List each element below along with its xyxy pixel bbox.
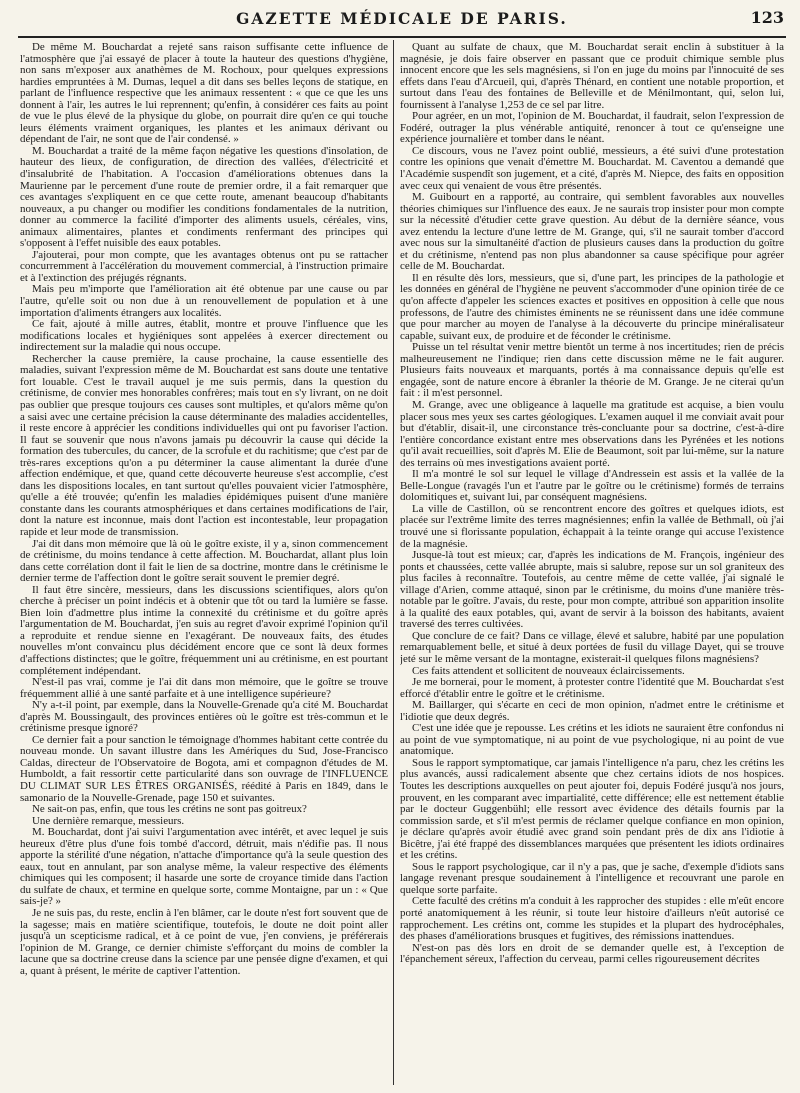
paragraph: Puisse un tel résultat venir mettre bientôt un terme à nos incertitudes; rien de précis malheureusement ne l'indique; rien dans cette discussion même ne le fait augurer. Plusieurs faits nouveaux et marquants, portés à ma connaissance depuis qu'elle est engagée, sont de nature encore à ébranler la théorie de M. Grange. Je ne citerai qu'un fait : il m'est personnel. — [400, 341, 784, 400]
paragraph: Ce fait, ajouté à mille autres, établit, montre et prouve l'influence que les modifications locales et hygiéniques sont appelées à exercer directement ou indirectement sur la maladie qui nous occupe. — [20, 318, 388, 354]
paragraph: M. Baillarger, qui s'écarte en ceci de mon opinion, n'admet entre le crétinisme et l'idiotie que deux degrés. — [400, 699, 784, 723]
paragraph: Il m'a montré le sol sur lequel le village d'Andressein est assis et la vallée de la Belle-Longue (ravagés l'un et l'autre par le goître ou le crétinisme) formés de terrains dolomitiques et, suivant lui, par conséquent magnésiens. — [400, 468, 784, 504]
running-head: GAZETTE MÉDICALE DE PARIS. — [236, 9, 568, 28]
paragraph: Jusque-là tout est mieux; car, d'après les indications de M. François, ingénieur des ponts et chaussées, cette vallée abrupte, mais si salubre, repose sur un sol graniteux des plus faciles à reconnaître. Toutefois, au centre même de cette vallée, j'ai signalé le village d'Arien, comme attaqué, sinon par le crétinisme, du moins d'une manière très-notable par le goître. J'avais, du reste, pour mon compte, attribué son apparition insolite à la qualité des eaux potables, qui, avant de servir à la boisson des habitants, avaient traversé des terres cultivées. — [400, 549, 784, 631]
paragraph: Il faut être sincère, messieurs, dans les discussions scientifiques, alors qu'on cherche à préciser un point indécis et à obtenir que tôt ou tard la lumière se fasse. Bien loin d'admettre plus intime la connexité du crétinisme et du goître après l'argumentation de M. Bouchardat, j'en suis au regret d'avoir exprimé l'opinion qu'il a reproduite et rendue sienne en l'exagérant. De nouveaux faits, des études nouvelles m'ont convaincu plus décidément encore que ce sont là deux formes d'affections distinctes; que le goître, fréquemment uni au crétinisme, en est pourtant complétement indépendant. — [20, 583, 388, 677]
paragraph: Pour agréer, en un mot, l'opinion de M. Bouchardat, il faudrait, selon l'expression de Fodéré, outrager la plus vénérable antiquité, renoncer à tout ce qu'enseigne une expérience journalière et tomber dans le néant. — [400, 110, 784, 146]
paragraph: Une dernière remarque, messieurs. — [32, 814, 185, 827]
paragraph: Sous le rapport symptomatique, car jamais l'intelligence n'a paru, chez les crétins les plus avancés, aussi radicalement absente que chez certains idiots de nos hospices. Toutes les descriptions auxquelles on peut ajouter foi, depuis Fodéré jusqu'à nos jours, prouvent, en les comparant avec impartialité, cette différence; elle est nettement établie par le docteur Guggenbühl; elle ressort avec évidence des détails fournis par la commission sarde, et s'il m'est permis de réclamer quelque confiance en mon opinion, je déclare qu'après avoir étudié avec grand soin pendant près de dix ans l'idiotie à Bicêtre, j'ai été frappé des dissemblances marquées que présentent les idiots ordinaires et les crétins. — [400, 756, 784, 862]
page-header — [18, 8, 786, 38]
paragraph: Ce discours, vous ne l'avez point oublié, messieurs, a été suivi d'une protestation contre les opinions que venait d'émettre M. Bouchardat. M. Caventou a demandé que l'Académie suspendît son jugement, et a cité, d'après M. Niepce, des faits en opposition avec ceux qui venaient de vous être présentés. — [400, 144, 784, 192]
paragraph: J'ajouterai, pour mon compte, que les avantages obtenus ont pu se rattacher concurremment à l'accélération du mouvement commercial, à l'instruction primaire et à l'extinction des préjugés régnants. — [20, 248, 388, 284]
paragraph: Ne sait-on pas, enfin, que tous les crétins ne sont pas goitreux? — [32, 803, 307, 816]
paragraph: De même M. Bouchardat a rejeté sans raison suffisante cette influence de l'atmosphère que j'ai essayé de placer à toute la hauteur des questions d'hygiène, non sans m'exposer aux anathèmes de M. Rochoux, pour quelques expressions hardies empruntées à M. Dumas, lequel a dit dans ses belles leçons de statique, en parlant de l'influence respective que les animaux ressentent : « que ce que les uns donnent à l'air, les autres le lui reprennent; qu'enfin, à considérer ces faits au point de vue le plus élevé de la physique du globe, on pourrait dire qu'en ce qui touche leurs éléments vraiment organiques, les plantes et les animaux dérivant ou dépendant de l'air, ne sont que de l'air condensé. » — [20, 42, 388, 146]
page-number: 123 — [750, 8, 784, 27]
paragraph: Je ne suis pas, du reste, enclin à l'en blâmer, car le doute n'est fort souvent que de la sagesse; mais en matière scientifique, toutefois, le doute ne doit point aller jusqu'à un scepticisme radical, et à ce point de vue, j'en conviens, je préférerais l'opinion de M. Grange, ce dernier chimiste s'efforçant du moins de combler la lacune que sa doctrine creuse dans la science par une pensée digne d'examen, et qui a, quant à présent, le mérite de captiver l'attention. — [20, 907, 388, 977]
paragraph: Mais peu m'importe que l'amélioration ait été obtenue par une cause ou par l'autre, qu'elle soit ou non due à un renouvellement de population et à une importation d'aliments étrangers aux localités. — [20, 283, 388, 319]
paragraph: Quant au sulfate de chaux, que M. Bouchardat serait enclin à substituer à la magnésie, je dois faire observer en passant que ce produit chimique semble plus innocent encore que les sels magnésiens, si l'on en juge du moins par l'innocuité de ses effets dans l'eau d'Arcueil, qui, d'après Thénard, en contient une notable proportion, et surtout dans l'eau des fontaines de Belleville et de Ménilmontant, qui, selon lui, fournissent à l'analyse 1,253 de ce sel par litre. — [400, 42, 784, 111]
paragraph: Rechercher la cause première, la cause prochaine, la cause essentielle des maladies, suivant l'expression même de M. Bouchardat est sans doute une tentative fort louable. C'est le travail auquel je me suis permis, dans la question du crétinisme, de convier mes honorables confrères; mais tout en s'y livrant, on ne doit pas oublier que presque toujours ces causes sont multiples, et qu'alors même qu'on a saisi avec une certaine précision la cause déterminante des maladies accidentelles, il reste encore à apprécier les conditions individuelles qui ont pu favoriser l'action. Il faut se souvenir que nous n'avons jamais pu découvrir la cause qui décide la formation des tubercules, du cancer, de la scrofule et du rachitisme; que c'est par de très-rares exceptions qu'on a pu déterminer la cause alimentant la durée d'une affection endémique, et que, quand cette découverte heureuse s'est accomplie, c'est dans les dispositions locales, en tant surtout qu'elles pouvaient vicier l'atmosphère, qu'elle a été trouvée; qu'enfin les maladies épidémiques puisent d'une manière constante dans les courants atmosphériques et dans certaines modifications de l'air, dont la nature est inconnue, mais dont l'action est incontestable, leur propagation rapide et leur mode de transmission. — [20, 352, 388, 538]
paragraph: N'est-on pas dès lors en droit de se demander quelle est, à l'exception de l'épanchement séreux, l'affection du cerveau, parmi celles rigoureusement décrites — [400, 941, 784, 966]
paragraph: C'est une idée que je repousse. Les crétins et les idiots ne sauraient être confondus ni au point de vue symptomatique, ni au point de vue psychologique, ni au point de vue anatomique. — [400, 722, 784, 758]
paragraph: M. Bouchardat a traité de la même façon négative les questions d'insolation, de hauteur des lieux, de configuration, de direction des vallées, d'électricité et d'insalubrité de l'habitation. A l'occasion d'améliorations obtenues dans la Maurienne par le percement d'une route de premier ordre, il a fait remarquer que ces avantages s'expliquent en ce que cette route, amenant beaucoup d'habitants nouveaux, a pu changer ou modifier les conditions fondamentales de la nutrition, donner au commerce la facilité d'importer des aliments usuels, céréales, vins, animaux alimentaires, plantes et condiments renfermant des principes qui s'opposent à l'effet nuisible des eaux potables. — [20, 144, 388, 250]
paragraph: Ces faits attendent et sollicitent de nouveaux éclaircissements. — [412, 664, 685, 677]
paragraph: M. Grange, avec une obligeance à laquelle ma gratitude est acquise, a bien voulu placer sous mes yeux ses cartes géologiques. L'examen auquel il me conviait avait pour but d'établir, disait-il, une circonstance très-concluante pour sa doctrine, c'est-à-dire l'entière concordance existant entre mes observations dans les Pyrénées et les notions qu'il avait recueillies, soit d'après M. Elie de Beaumont, soit par lui-même, sur la nature des terrains où mes investigations avaient porté. — [400, 398, 784, 469]
paragraph: N'y a-t-il point, par exemple, dans la Nouvelle-Grenade qu'a cité M. Bouchardat d'après M. Boussingault, des provinces entières où le goître est très-commun et le crétinisme presque ignoré? — [20, 699, 388, 735]
left-column — [20, 42, 388, 1085]
paragraph: Sous le rapport psychologique, car il n'y a pas, que je sache, d'exemple d'idiots sans langage revenant presque soudainement à l'intelligence et recouvrant une parole en quelque sorte parfaite. — [400, 860, 784, 896]
paragraph: M. Bouchardat, dont j'ai suivi l'argumentation avec intérêt, et avec lequel je suis heureux d'être plus d'une fois tombé d'accord, détruit, mais n'édifie pas. Il nous apporte la stérilité d'une négation, n'attache d'importance qu'à la seule question des eaux, tout en annulant, par son analyse même, la valeur respective des éléments chimiques qui les composent; il hasarde une sorte de croyance timide dans l'action du sulfate de chaux, et termine en quelque sorte, comme Montaigne, par un : « Que sais-je? » — [20, 826, 388, 908]
paragraph: N'est-il pas vrai, comme je l'ai dit dans mon mémoire, que le goître se trouve fréquemment allié à une santé parfaite et à une intelligence supérieure? — [20, 676, 388, 700]
paragraph: Cette faculté des crétins m'a conduit à les rapprocher des stupides : elle m'eût encore porté anatomiquement à les réunir, si toute leur histoire d'ailleurs n'eût autorisé ce rapprochement. Les crétins ont, comme les stupides et la plupart des hydrocéphales, des phases d'améliorations brusques et fugitives, des rémissions inattendues. — [400, 895, 784, 943]
paragraph: M. Guibourt en a rapporté, au contraire, qui semblent favorables aux nouvelles théories chimiques sur l'influence des eaux. Je ne saurais trop insister pour mon compte sur la nécessité d'étudier cette grave question. Au début de la dernière séance, vous avez entendu la lecture d'une lettre de M. Grange, qui, s'il ne saurait tomber d'accord avec nous sur la simultanéité d'action de plusieurs causes dans la production du goître et du crétinisme, n'entend pas non plus abandonner sa cause spécifique pour agréer celle de M. Bouchardat. — [400, 191, 784, 273]
paragraph: Que conclure de ce fait? Dans ce village, élevé et salubre, habité par une population remarquablement belle, et situé à deux portées de fusil du village Dayet, qui se trouve jeté sur le même versant de la montagne, existerait-il quelques filons magnésiens? — [400, 629, 784, 665]
paragraph: J'ai dit dans mon mémoire que là où le goître existe, il y a, sinon commencement de crétinisme, du moins tendance à cette affection. M. Bouchardat, allant plus loin dans cette corrélation dont il fait le lien de sa doctrine, montre dans le crétinisme le dernier terme de l'affection dont le goître serait souvent le premier degré. — [20, 537, 388, 585]
paragraph: Ce dernier fait a pour sanction le témoignage d'hommes habitant cette contrée du nouveau monde. Un savant illustre dans les Amériques du Sud, Jose-Francisco Caldas, directeur de l'Observatoire de Bogota, ami et compagnon d'études de M. Humboldt, a fait ressortir cette particularité dans son ouvrage de l'INFLUENCE DU CLIMAT SUR LES ÊTRES ORGANISÉS, réédité à Paris en 1849, dans le samonario de la Nouvelle-Grenade, page 150 et suivantes. — [20, 733, 388, 804]
right-column — [400, 42, 784, 1085]
column-divider — [393, 40, 394, 1085]
paragraph: Il en résulte dès lors, messieurs, que si, d'une part, les principes de la pathologie et les données en général de l'hygiène ne peuvent s'accommoder d'une opinion tirée de ce qu'on affecte d'appeler les sciences exactes et positives en opposition à celle que nous professons, de l'autre des chimistes éminents ne se réunissent dans une idée commune que pour marcher au moyen de l'analyse à la découverte du principe minéralisateur capable, suivant eux, de produire et de féconder le crétinisme. — [400, 271, 784, 342]
paragraph: La ville de Castillon, où se rencontrent encore des goîtres et quelques idiots, est placée sur l'extrême limite des terres magnésiennes; enfin la vallée de Bethmall, où j'ai trouvé une si florissante population, échappait à la teinte orange qui accuse l'existence de la magnésie. — [400, 502, 784, 550]
paragraph: Je me bornerai, pour le moment, à protester contre l'identité que M. Bouchardat s'est efforcé d'établir entre le goître et le crétinisme. — [400, 676, 784, 700]
